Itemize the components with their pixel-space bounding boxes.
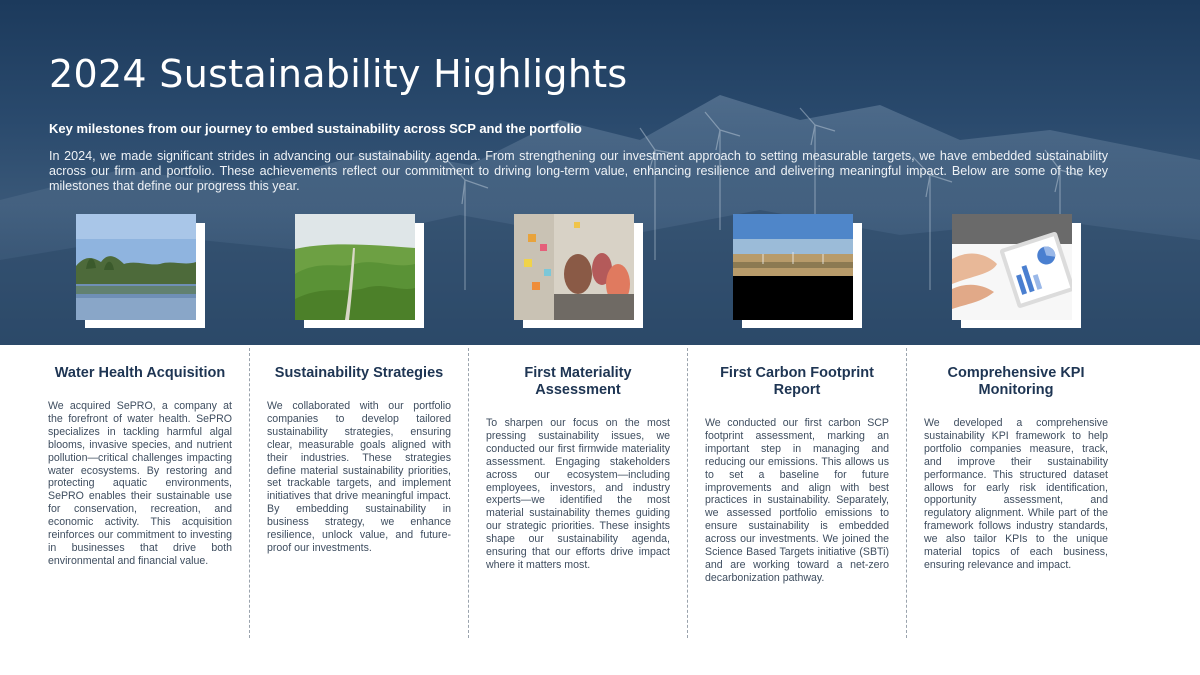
intro-paragraph: In 2024, we made significant strides in advancing our sustainability agenda. From strengthening our investment approach to setting measurable targets, we have embedded sustainability across our firm and portfolio. These achievements reflect our commitment to driving long-term value, enhancing resilience and delivering meaningful impact. Below are some of the key milestones that define our progress this year. bbox=[49, 149, 1108, 193]
highlight-title: Water Health Acquisition bbox=[54, 365, 226, 381]
highlight-title: First Carbon Footprint Report bbox=[720, 365, 874, 398]
highlight-body: We conducted our first carbon SCP footprint assessment, marking an important step in managing and reducing our emissions. This allows us to set a baseline for future improvements and align with best practices in sustainability. Separately, we assessed portfolio emissions to ensure sustainability is embedded across our investments. We joined the Science Based Targets initiative (SBTi) and are working toward a net-zero decarbonization pathway. bbox=[705, 417, 889, 584]
highlight-column-kpi-monitoring bbox=[924, 365, 1108, 572]
column-divider bbox=[687, 348, 688, 638]
lake-photo-card bbox=[76, 214, 206, 328]
highlight-title: First Materiality Assessment bbox=[524, 365, 632, 398]
green-hills-photo bbox=[295, 214, 415, 320]
highlight-body: We collaborated with our portfolio companies to develop tailored sustainability strategies, ensuring clear, measurable goals aligned with their industries. These strategies define material sustainability priorities, set trackable targets, and implement initiatives that drive meaningful impact. By embedding sustainability in business strategy, we enhance resilience, unlock value, and future-proof our investments. bbox=[267, 400, 451, 554]
column-divider bbox=[249, 348, 250, 638]
wind-farm-photo bbox=[733, 214, 853, 320]
highlight-body: To sharpen our focus on the most pressing sustainability issues, we conducted our first firmwide materiality assessment. Engaging stakeholders across our ecosystem—including employees, investors, and industry experts—we identified the most material sustainability themes guiding our strategic priorities. These insights shape our sustainability agenda, ensuring that our efforts drive impact where it matters most. bbox=[486, 417, 670, 571]
highlight-column-sustainability-strategies bbox=[267, 365, 451, 555]
lake-photo bbox=[76, 214, 196, 320]
column-divider bbox=[468, 348, 469, 638]
highlight-column-materiality-assessment bbox=[486, 365, 670, 572]
page-title: 2024 Sustainability Highlights bbox=[49, 52, 628, 96]
highlight-title: Comprehensive KPI Monitoring bbox=[947, 365, 1085, 398]
page-subtitle: Key milestones from our journey to embed sustainability across SCP and the portfolio bbox=[49, 121, 582, 136]
workshop-photo bbox=[514, 214, 634, 320]
highlight-body: We developed a comprehensive sustainability KPI framework to help portfolio companies measure, track, and improve their sustainability performance. This structured dataset allows for early risk identification, opportunity assessment, and regulatory alignment. While part of the framework follows industry standards, we also tailor KPIs to the unique material topics of each business, ensuring relevance and impact. bbox=[924, 417, 1108, 571]
workshop-photo-card bbox=[514, 214, 644, 328]
highlight-column-water-health bbox=[48, 365, 232, 568]
highlight-title: Sustainability Strategies bbox=[274, 365, 444, 381]
highlight-column-carbon-footprint bbox=[705, 365, 889, 585]
tablet-charts-photo bbox=[952, 214, 1072, 320]
column-divider bbox=[906, 348, 907, 638]
green-hills-photo-card bbox=[295, 214, 425, 328]
wind-farm-photo-card bbox=[733, 214, 863, 328]
tablet-charts-photo-card bbox=[952, 214, 1082, 328]
highlight-body: We acquired SePRO, a company at the forefront of water health. SePRO specializes in tackling harmful algal blooms, invasive species, and nutrient pollution—critical challenges impacting water ecosystems. By restoring and protecting aquatic environments, SePRO enables their sustainable use for conservation, recreation, and economic activity. This acquisition reinforces our commitment to investing in businesses that drive both environmental and financial value. bbox=[48, 400, 232, 567]
